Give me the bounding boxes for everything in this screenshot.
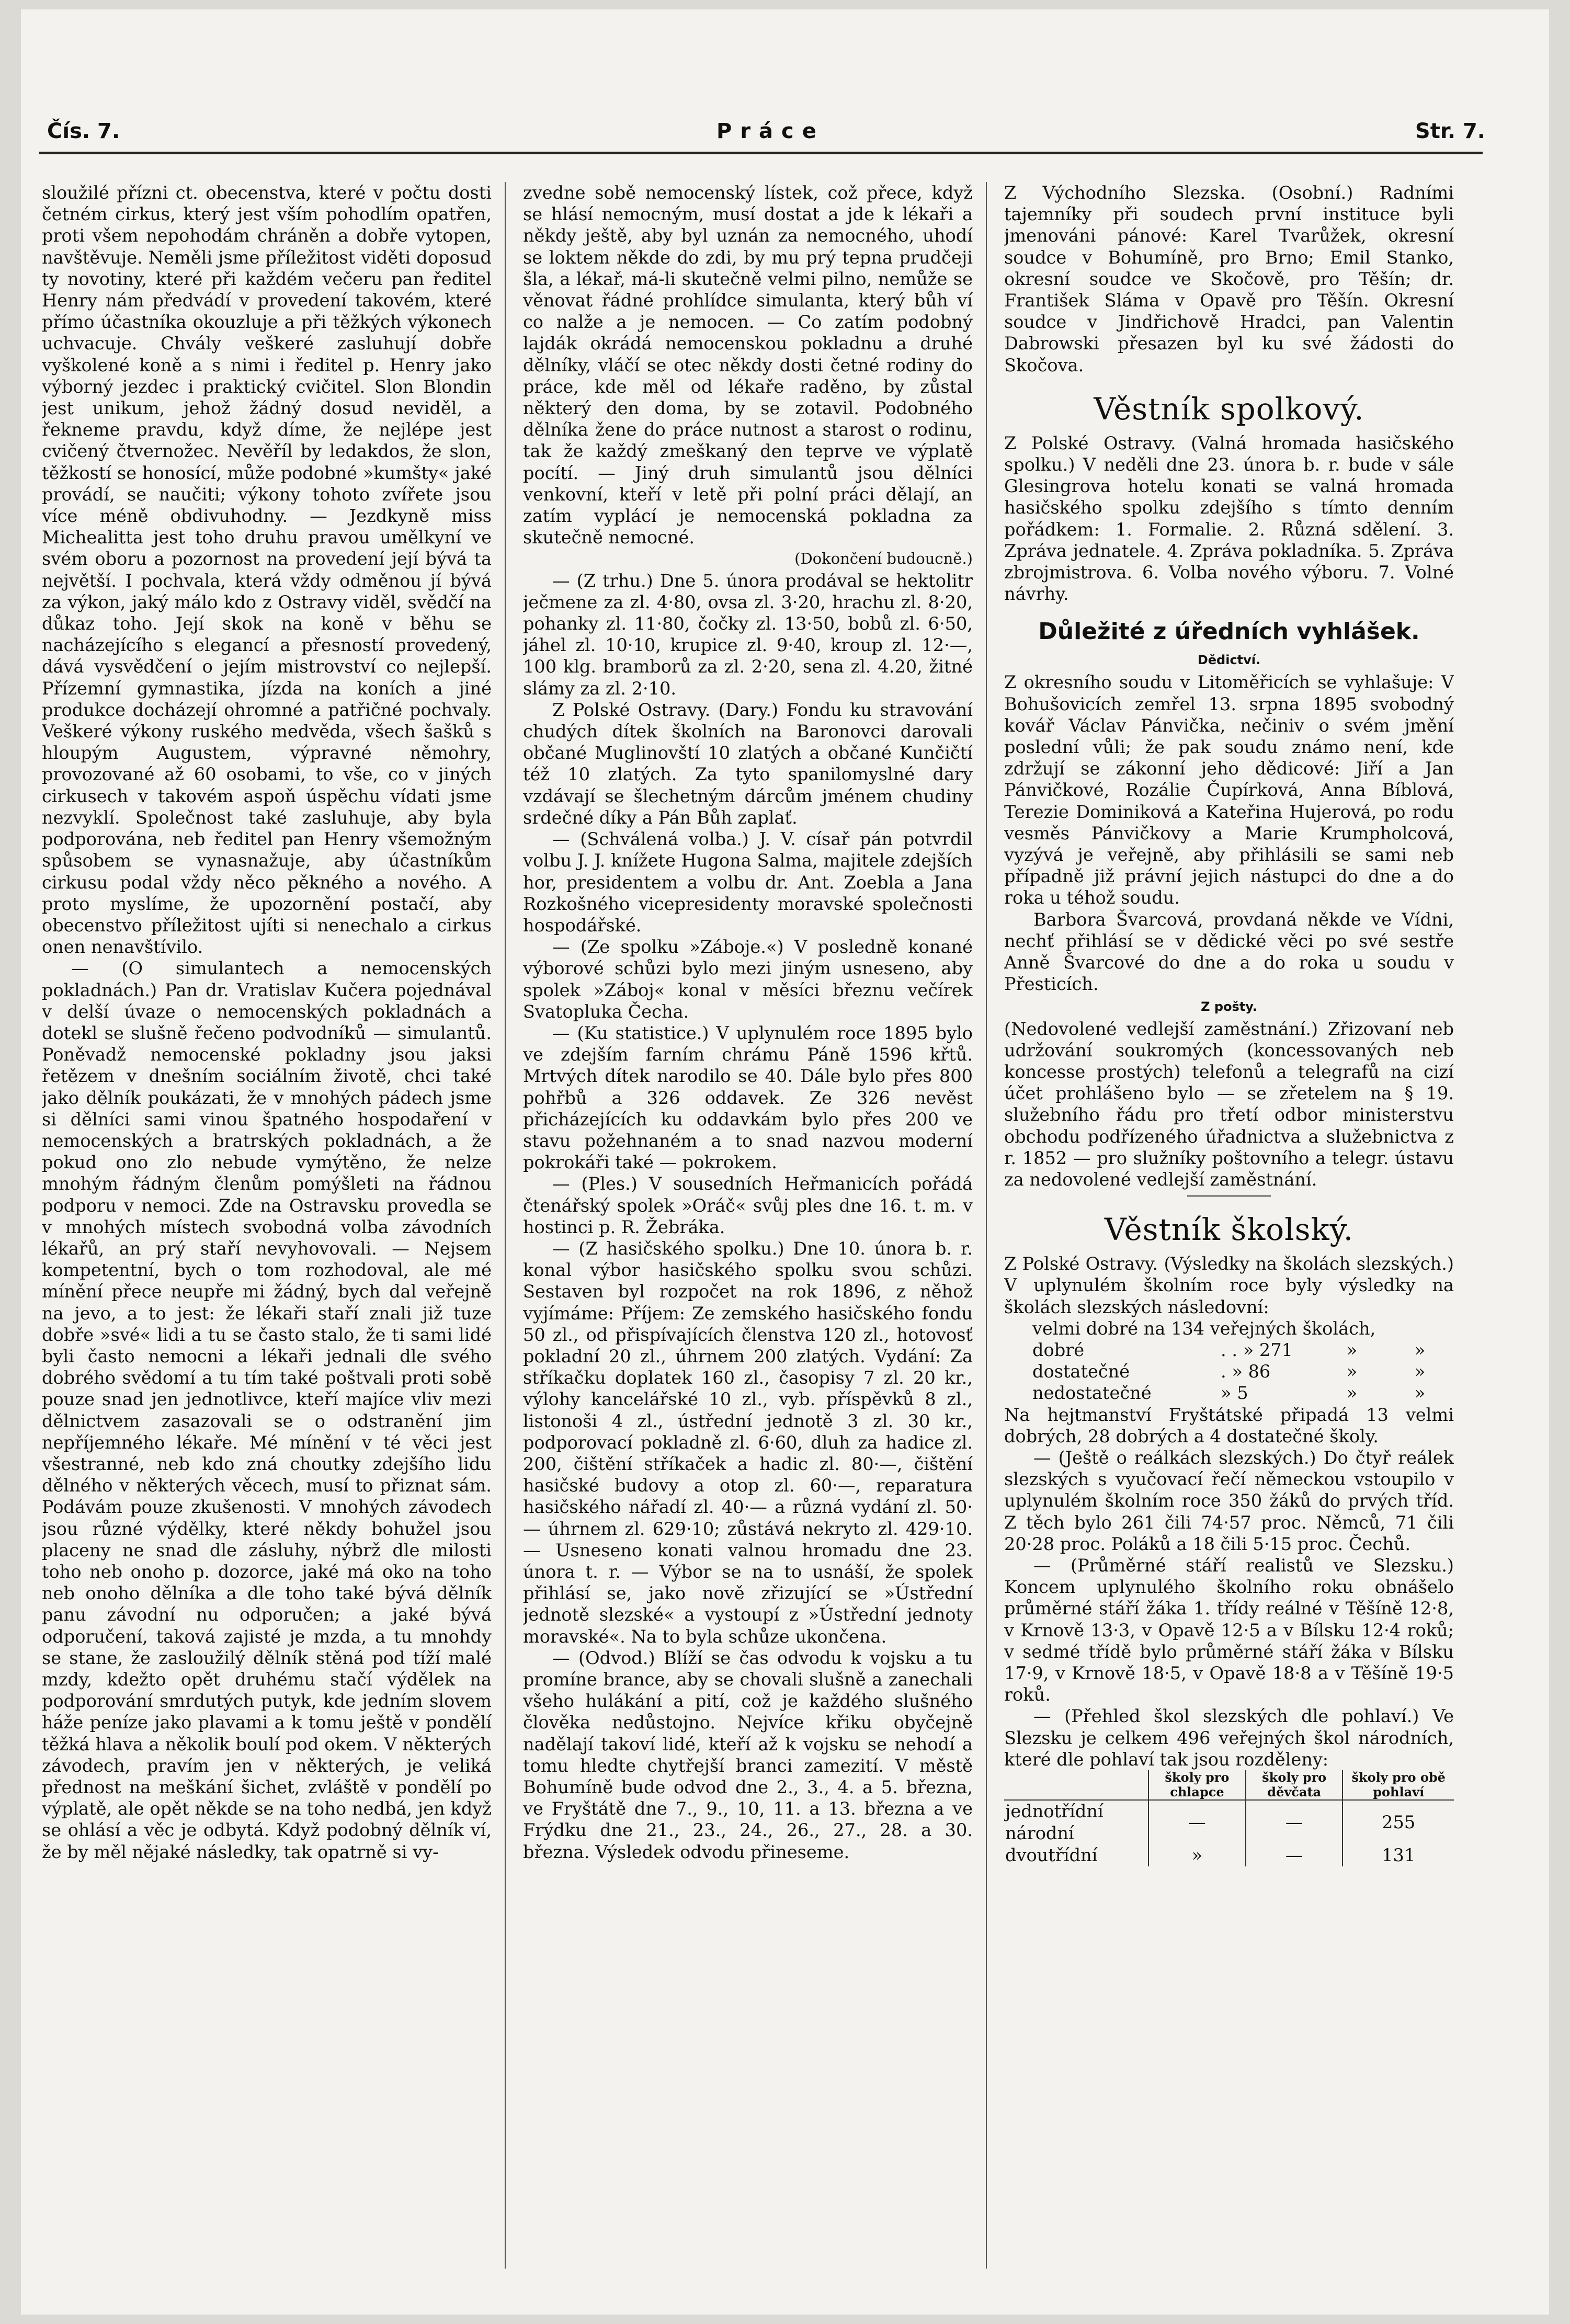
- stats-cell: »: [1414, 1339, 1426, 1360]
- stats-cell: »: [1346, 1339, 1358, 1360]
- stats-cell: . » 86: [1221, 1361, 1271, 1382]
- section-divider: [1187, 1195, 1271, 1197]
- article-odvod: — (Odvod.) Blíží se čas odvodu k vojsku a tu promíne brance, aby se chovali slušně a zanechali všeho hulákání a pití, což je každého slušného člověka nedůstojno. Nejvíce křiku obyčejně nadělají takoví lidé, kteří až k vojsku se nehodí a tomu hledte chytřejší branci zamezití. V městě Bohumíně bude odvod dne 2., 3., 4. a 5. března, ve Fryštátě dne 7., 9., 10, 11. a 13. března a ve Frýdku dne 21., 23., 24., 26., 27., 28. a 30. března. Výsledek odvodu přineseme.: [523, 1647, 973, 1862]
- article-dedictvi: Barbora Švarcová, provdaná někde ve Vídni, nechť přihlásí se v dědické věci po své sestře Anně Švarcové do dne a do roka u soudu v Přesticích.: [1004, 909, 1454, 995]
- stats-cell: » 5: [1221, 1383, 1248, 1404]
- table-header-row: [1004, 1770, 1454, 1800]
- article-statistika: — (Ku statistice.) V uplynulém roce 1895 bylo ve zdejším farním chrámu Páně 1596 křtů. Mrtvých dítek narodilo se 40. Dále bylo přes 800 pohřbů a 326 oddavek. Ze 326 nevěst přicházejících ku oddavkám bylo přes 200 ve stavu požehnaném a to snad nazvou moderní pokrokáři také — pokrokem.: [523, 1022, 973, 1173]
- article-hasici: — (Z hasičského spolku.) Dne 10. února b. r. konal výbor hasičského spolku svou schůzi. Sestaven byl rozpočet na rok 1896, z něhož vyjímáme: Příjem: Ze zemského hasičského fondu 50 zl., od přispívajících členstva 120 zl., hotovosť pokladní 20 zl., úhrnem 200 zlatých. Vydání: Za stříkačku doplatek 160 zl., časopisy 7 zl. 20 kr., výlohy kancelářské 10 zl., vyb. příspěvků 8 zl., listonoši 4 zl., ústřední jednotě 3 zl. 30 kr., podporovací pokladně zl. 6·60, dluh za hadice zl. 200, čištění stříkaček a hadic zl. 80·—, čištění hasičské budovy a otop zl. 60·—, reparatura hasičského nářadí zl. 40·— a různá vydání zl. 50·— úhrnem zl. 629·10; zůstává nekryto zl. 429·10. — Usneseno konati valnou hromadu dne 23. února t. r. — Výbor se na to usnáší, že spolek přihlásí se, jako nově zřizující se »Ústřední jednotě slezské« a vystoupí z »Ústřední jednoty moravské«. Na to byla schůze ukončena.: [523, 1238, 973, 1647]
- section-title-skolsky: Věstník školský.: [1104, 1212, 1354, 1248]
- subhead-posty: Z pošty.: [1201, 999, 1257, 1014]
- table-cell: 255: [1343, 1800, 1454, 1844]
- section-title-spolkovy: Věstník spolkový.: [1094, 391, 1364, 427]
- table-cell: 131: [1343, 1844, 1454, 1866]
- article-volba: — (Schválená volba.) J. V. císař pán potvrdil volbu J. J. knížete Hugona Salma, majitele zdejších hor, presidentem a volbu dr. Ant. Zoebla a Jana Rozkošného vicepresidenty moravské společnosti hospodářské.: [523, 829, 973, 936]
- table-header: školy pro obě pohlaví: [1343, 1770, 1454, 1800]
- table-header: školy pro děvčata: [1246, 1770, 1343, 1800]
- article-valna-hromada: Z Polské Ostravy. (Valná hromada hasičského spolku.) V neděli dne 23. února b. r. bude v sále Glesingrova hotelu konati se valná hromada hasičského spolku zdejšího s tímto denním pořádkem: 1. Formalie. 2. Různá sdělení. 3. Zpráva jednatele. 4. Zpráva pokladníka. 5. Zpráva zbrojmistrova. 6. Volba nového výboru. 7. Volné návrhy.: [1004, 432, 1454, 605]
- article-dedictvi: Z okresního soudu v Litoměřicích se vyhlašuje: V Bohušovicích zemřel 13. srpna 1895 svobodný kovář Václav Pánvička, nečiniv o svém jmění poslední vůli; že pak soudu známo není, kde zdržují se zákonní jeho dědicové: Jiří a Jan Pánvičkové, Rozálie Čupírková, Anna Bíblová, Terezie Dominiková a Kateřina Hujerová, po rodu vesměs Pánvičkovy a Marie Krumpholcová, vyzývá je veřejně, aby přihlásili se sami neb případně již právní jejich nástupci do dne a do roka u téhož soudu.: [1004, 672, 1454, 908]
- article-prumerne-stari: — (Průměrné stáří realistů ve Slezsku.) Koncem uplynulého školního roku obnášelo průměrné stáří žáka 1. třídy reálné v Těšíně 12·8, v Krnově 13·3, v Opavě 12·5 a v Bílsku 12·4 roků; v sedmé třídě bylo průměrné stáří žáka v Bílsku 17·9, v Krnově 18·5, v Opavě 18·8 a v Těšíně 19·5 roků.: [1004, 1555, 1454, 1705]
- article-trh: — (Z trhu.) Dne 5. února prodával se hektolitr ječmene za zl. 4·80, ovsa zl. 3·20, hrachu zl. 8·20, pohanky zl. 11·80, čočky zl. 13·50, bobů zl. 6·50, jáhel zl. 10·10, krupice zl. 9·40, kroup zl. 12·—, 100 klg. bramborů za zl. 2·20, sena zl. 4.20, žitné slámy za zl. 2·10.: [523, 570, 973, 699]
- newspaper-page: [21, 9, 1549, 2315]
- column-3: [1004, 182, 1454, 2284]
- table-row: [1004, 1382, 1454, 1404]
- table-cell: »: [1148, 1844, 1246, 1866]
- table-row: [1004, 1361, 1454, 1382]
- article-osobni: Z Východního Slezska. (Osobní.) Radními tajemníky při soudech první instituce byli jmenováni pánové: Karel Tvarůžek, okresní soudce v Bohumíně, pro Brno; Emil Stanko, okresní soudce ve Skočově, pro Těšín; dr. František Sláma v Opavě pro Těšín. Okresní soudce v Jindřichově Hradci, pan Valentin Dabrowski přesazen byl ku své žádosti do Skočova.: [1004, 183, 1454, 375]
- section-title-vyhlasky: Důležité z úředních vyhlášek.: [1038, 618, 1420, 645]
- column-divider: [986, 182, 987, 2269]
- results-stats-table: [1004, 1318, 1454, 1404]
- table-cell: dvoutřídní: [1005, 1845, 1098, 1865]
- header-rule: [39, 152, 1483, 154]
- table-cell: —: [1246, 1800, 1343, 1844]
- table-row: [1004, 1800, 1454, 1844]
- stats-cell: »: [1414, 1361, 1426, 1382]
- page-header: [37, 119, 1485, 151]
- subhead-dedictvi: Dědictví.: [1197, 653, 1261, 668]
- article-vysledky: Z Polské Ostravy. (Výsledky na školách slezských.) V uplynulém školním roce byly výsledky na školách slezských následovní:: [1004, 1254, 1454, 1317]
- table-cell: jednotřídní národní: [1004, 1800, 1148, 1844]
- article-simulanti: — (O simulantech a nemocenských pokladnách.) Pan dr. Vratislav Kučera pojednával v delší úvaze o nemocenských pokladnách a dotekl se slušně řečeno podvodníků — simulantů. Poněvadž nemocenské pokladny jsou jaksi řetězem v dnešním sociálním životě, chci také jako dělník poukázati, že v mnohých pádech jsme si dělníci sami vinou špatného hospodaření v nemocenských a bratrských pokladnách, a že pokud ono zlo nebude vymýtěno, že nelze mnohým řádným členům pomýšleti na řádnou podporu v nemoci. Zde na Ostravsku provedla se v mnohých místech svobodná volba závodních lékařů, an prý staří nevyhovovali. — Nejsem kompetentní, bych o tom rozhodoval, ale mé mínění přece neupře mi žádný, bych dal veřejně na jevo, a to jest: že lékaři staří znali již tuze dobře »své« lidi a tu se často stalo, že ti sami lidé byli často nemocni a lékaři jednali dle svého dobrého svědomí a tu tím také poštvali proti sobě pouze snad jen jednotlivce, kteří majíce vliv mezi dělnictvem zasazovali se o odstranění jim nepříjemného lékaře. Mé mínění v té věci jest všestranné, neb kdo zná choutky zdejšího lidu dělného v některých věcech, musí to přiznat sám. Podávám pouze zkušenosti. V mnohých závodech jsou různé výdělky, které někdy bohužel jsou placeny ne snad dle zásluhy, nýbrž dle milosti toho neb onoho p. dozorce, jaké má oko na toho neb onoho dělníka a dle toho také bývá dělník panu závodní nu odporučen; a jaké bývá odporučení, taková zajisté je mzda, a tu mnohdy se stane, že zasloužilý dělník stěná pod tíží malé mzdy, kdežto opět druhému stačí výdělek na podporování smrdutých putyk, kde jedním slovem háže peníze jako plavami a k tomu ještě v pondělí těžká hlava a několik boulí pod okem. V některých závodech, pravím jen v některých, je veliká přednost na meškání šichet, zvláště v pondělí po výplatě, ale opět někde se na toho nedbá, jen když se ohlásí a věc je odbytá. Když podobný dělník ví, že by měl nějaké následky, tak opatrně si vy-: [42, 958, 492, 1862]
- continuation-note: (Dokončení budoucně.): [794, 550, 973, 568]
- article-paragraph: sloužilé přízni ct. obecenstva, které v počtu dosti četném cirkus, který jest vším pohodlím opatřen, proti všem nepohodám chráněn a dobře vytopen, navštěvuje. Neměli jsme příležitost viděti doposud ty novotiny, které při každém večeru pan ředitel Henry nám předvádí v provedení takovém, které přímo účastníka okouzluje a při těžkých výkonech uchvacuje. Chvály veškeré zasluhují dobře vyškolené koně a s nimi i ředitel p. Henry jako výborný jezdec i praktický cvičitel. Slon Blondin jest unikum, jehož žádný dosud neviděl, a řekneme pravdu, když díme, že nejlépe jest cvičený čtvernožec. Nevěříl by ledakdos, že slon, těžkostí se honosící, může podobné »kumšty« jaké provádí, se naučiti; výkony tohoto zvířete jsou více méně obdivuhodny. — Jezdkyně miss Michealitta jest toho druhu pravou umělkyní ve svém oboru a pozornost na provedení její bývá ta největší. I pochvala, která vždy odměnou jí bývá za výkon, jaký málo kdo z Ostravy viděl, svědčí na důkaz toho. Její skok na koně v běhu se nacházejícího s elegancí a přesností provedený, dává vysvědčení o jejím mistrovství co nejlepší. Přízemní gymnastika, jízda na koních a jiné produkce docházejí ohromné a patřičné pochvaly. Veškeré výkony ruského medvěda, všech šašků s hloupým Augustem, výpravné němohry, provozované až 60 osobami, to vše, co v jiných cirkusech v takovém aspoň úspěchu vídati jsme nezvyklí. Společnost také zasluhuje, aby byla podporována, neb ředitel pan Henry všemožným spůsobem se vynasnažuje, aby účastníkům cirkusu podal vždy něco pěkného a nového. A proto myslíme, že upozornění postačí, aby obecenstvo příležitost ujíti si nenechalo a cirkus onen nenavštívilo.: [42, 183, 492, 958]
- stats-cell: »: [1346, 1361, 1358, 1382]
- stats-cell: »: [1346, 1383, 1358, 1404]
- column-2: [523, 182, 973, 2284]
- issue-number: Čís. 7.: [47, 119, 120, 143]
- stats-cell: nedostatečné: [1032, 1383, 1152, 1404]
- article-hejtmanstvi: Na hejtmanství Fryštátské připadá 13 velmi dobrých, 28 dobrých a 4 dostatečné školy.: [1004, 1404, 1454, 1446]
- table-cell: —: [1148, 1800, 1246, 1844]
- newspaper-title: Práce: [716, 119, 825, 143]
- stats-cell: velmi dobré na 134 veřejných školách,: [1032, 1318, 1376, 1339]
- table-row: [1004, 1844, 1454, 1866]
- stats-cell: »: [1414, 1383, 1426, 1404]
- stats-cell: dobré: [1032, 1339, 1085, 1360]
- table-row: [1004, 1339, 1454, 1361]
- article-dary: Z Polské Ostravy. (Dary.) Fondu ku stravování chudých dítek školních na Baronovci darovali občané Muglinovští 10 zlatých a občané Kunčičtí též 10 zlatých. Za tyto spanilomyslné dary vzdávají se šlechetným dárcům jménem chudiny srdečné díky a Pán Bůh zaplať.: [523, 699, 973, 828]
- stats-cell: . . » 271: [1221, 1339, 1293, 1360]
- page-number: Str. 7.: [1415, 119, 1485, 143]
- table-header: [1004, 1770, 1148, 1800]
- article-ples: — (Ples.) V sousedních Heřmanicích pořádá čtenářský spolek »Oráč« svůj ples dne 16. t. m. v hostinci p. R. Žebráka.: [523, 1174, 973, 1237]
- article-posty: (Nedovolené vedlejší zaměstnání.) Zřizovaní neb udržování soukromých (koncessovaných neb koncesse prostých) telefonů a telegrafů na cizí účet prohlášeno bylo — se zřetelem na § 19. služebního řádu pro třetí odbor ministerstvu obchodu podřízeného úřadnictva a služebnictva z r. 1852 — pro služníky poštovního a telegr. ústavu za nedovolené vedlejší zaměstnání.: [1004, 1018, 1454, 1190]
- article-prehled-skol: — (Přehled škol slezských dle pohlaví.) Ve Slezsku je celkem 496 veřejných škol národních, které dle pohlaví tak jsou rozděleny:: [1004, 1706, 1454, 1770]
- column-divider: [505, 182, 506, 2269]
- table-cell: —: [1246, 1844, 1343, 1866]
- column-1: [42, 182, 492, 2284]
- table-row: [1004, 1318, 1454, 1339]
- article-continuation: zvedne sobě nemocenský lístek, což přece, když se hlásí nemocným, musí dostat a jde k lékaři a někdy ještě, aby byl uznán za nemocného, uhodí se loktem někde do zdi, by mu prý tepna prudčeji šla, a lékař, má-li skutečně velmi pilno, nemůže se věnovat řádné prohlídce simulanta, který bůh ví co nalže a je nemocen. — Co zatím podobný lajdák okrádá nemocenskou pokladnu a druhé dělníky, vláčí se otec někdy dosti četné rodiny do práce, kde měl od lékaře raděno, by zůstal některý den doma, by se zotavil. Podobného dělníka žene do práce nutnost a starost o rodinu, tak že každý zmeškaný den teprve ve výplatě pocítí. — Jiný druh simulantů jsou dělníci venkovní, kteří v letě při polní práci dělají, an zatím vyplácí je nemocenská pokladna za skutečně nemocné.: [523, 183, 973, 548]
- schools-table: [1004, 1770, 1454, 1866]
- article-zaboj: — (Ze spolku »Záboje.«) V posledně konané výborové schůzi bylo mezi jiným usneseno, aby spolek »Záboj« konal v měsíci březnu večírek Svatopluka Čecha.: [523, 937, 973, 1022]
- table-header: školy pro chlapce: [1148, 1770, 1246, 1800]
- article-realky: — (Ještě o reálkách slezských.) Do čtyř reálek slezských s vyučovací řečí německou vstoupilo v uplynulém školním roce 350 žáků do prvých tříd. Z těch bylo 261 čili 74·57 proc. Němců, 71 čili 20·28 proc. Poláků a 18 čili 5·15 proc. Čechů.: [1004, 1447, 1454, 1554]
- stats-cell: dostatečné: [1032, 1361, 1130, 1382]
